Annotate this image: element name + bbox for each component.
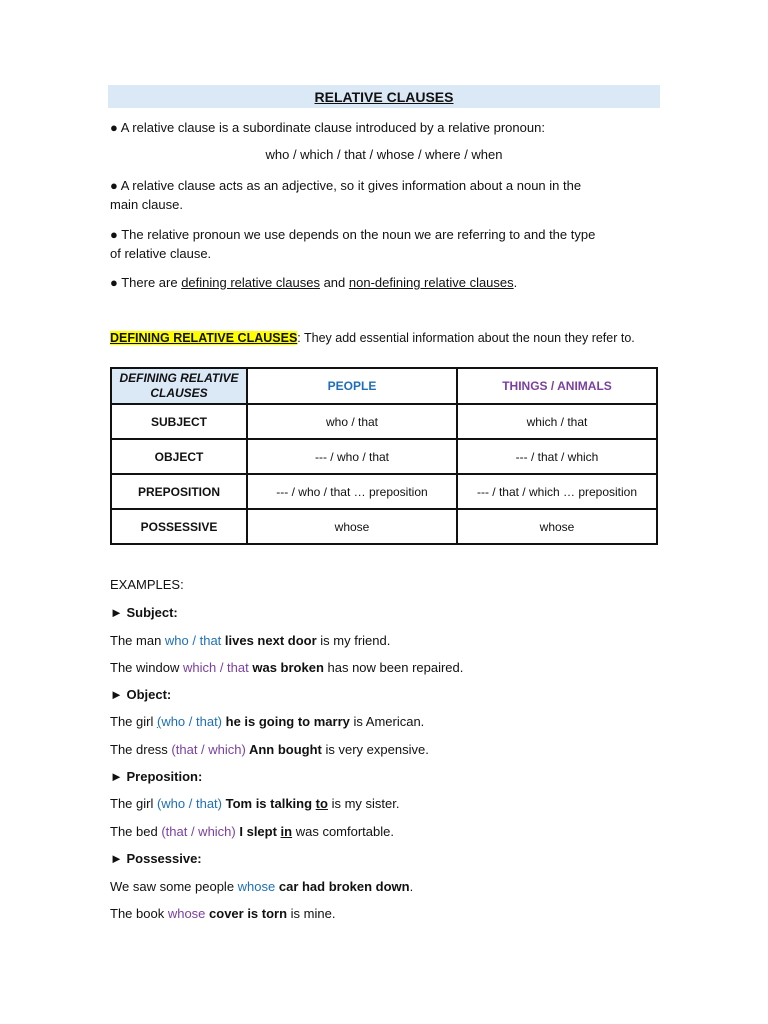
- table-corner-cell: [111, 368, 247, 404]
- table-header-row: [111, 368, 657, 404]
- preposition-word: to: [315, 796, 328, 811]
- pronoun: (that / which): [161, 824, 236, 839]
- clause: Tom is talking: [222, 796, 316, 811]
- table-row: [111, 474, 657, 509]
- things-cell: whose: [457, 509, 657, 544]
- clause: lives next door: [221, 633, 317, 648]
- defining-clauses-link: defining relative clauses: [181, 275, 320, 290]
- intro-bullet-3: [110, 225, 595, 263]
- example-text: The book: [110, 906, 168, 921]
- table-row: [111, 404, 657, 439]
- example-subject-1: [110, 633, 390, 648]
- pronoun: who / that: [164, 633, 222, 648]
- example-text: is very expensive.: [321, 742, 429, 757]
- clause: Ann bought: [245, 742, 322, 757]
- subject-label: ► Subject:: [110, 605, 178, 620]
- row-label: OBJECT: [111, 439, 247, 474]
- example-text: The dress: [110, 742, 172, 757]
- things-cell: which / that: [457, 404, 657, 439]
- example-preposition-1: [110, 796, 399, 811]
- intro-bullet-2-line-2: main clause.: [110, 197, 183, 212]
- non-defining-clauses-link: non-defining relative clauses: [348, 275, 514, 290]
- defining-description: : They add essential information about the noun they refer to.: [297, 331, 635, 345]
- intro-bullet-2-line-1: ● A relative clause acts as an adjective, so it gives information about a noun in the: [110, 178, 582, 193]
- example-object-1: [110, 714, 424, 729]
- row-label: SUBJECT: [111, 404, 247, 439]
- pronoun: whose: [237, 879, 276, 894]
- pronoun: (that / which): [171, 742, 246, 757]
- people-cell: who / that: [247, 404, 457, 439]
- example-text: The girl: [110, 714, 157, 729]
- example-possessive-2: [110, 906, 335, 921]
- things-cell: --- / that / which: [457, 439, 657, 474]
- clause: was broken: [248, 660, 324, 675]
- page-title: RELATIVE CLAUSES: [314, 88, 454, 105]
- bullet-4-end: .: [513, 275, 518, 290]
- example-possessive-1: [110, 879, 413, 894]
- clause: he is going to marry: [222, 714, 350, 729]
- example-text: .: [409, 879, 414, 894]
- object-label: ► Object:: [110, 687, 172, 702]
- example-text: The girl: [110, 796, 157, 811]
- corner-line-1: DEFINING RELATIVE: [119, 371, 239, 385]
- corner-line-2: CLAUSES: [150, 386, 208, 400]
- pronoun-open-paren: (: [156, 714, 162, 729]
- title-banner: [108, 85, 660, 108]
- possessive-label: ► Possessive:: [110, 851, 202, 866]
- table-row: [111, 439, 657, 474]
- example-text: The window: [110, 660, 183, 675]
- defining-label: DEFINING RELATIVE CLAUSES: [110, 331, 298, 345]
- things-header: THINGS / ANIMALS: [457, 368, 657, 404]
- people-cell: whose: [247, 509, 457, 544]
- intro-bullet-1: ● A relative clause is a subordinate clause introduced by a relative pronoun:: [110, 120, 545, 135]
- clause: cover is torn: [205, 906, 288, 921]
- pronoun: who / that): [161, 714, 223, 729]
- example-subject-2: [110, 660, 463, 675]
- bullet-4-prefix: ● There are: [110, 275, 182, 290]
- example-text: The bed: [110, 824, 162, 839]
- example-text: was comfortable.: [292, 824, 394, 839]
- people-cell: --- / who / that: [247, 439, 457, 474]
- example-text: is American.: [349, 714, 425, 729]
- example-preposition-2: [110, 824, 394, 839]
- bullet-4-mid: and: [319, 275, 349, 290]
- intro-bullet-3-line-2: of relative clause.: [110, 246, 212, 261]
- preposition-label: ► Preposition:: [110, 769, 203, 784]
- example-text: is my friend.: [316, 633, 391, 648]
- example-text: is mine.: [287, 906, 336, 921]
- example-text: The man: [110, 633, 165, 648]
- row-label: PREPOSITION: [111, 474, 247, 509]
- intro-bullet-3-line-1: ● The relative pronoun we use depends on the noun we are referring to and the type: [110, 227, 596, 242]
- pronoun: which / that: [182, 660, 249, 675]
- pronoun: (who / that): [156, 796, 222, 811]
- pronoun-list: who / which / that / whose / where / when: [265, 147, 503, 162]
- clause: car had broken down: [275, 879, 410, 894]
- table-row: [111, 509, 657, 544]
- example-text: has now been repaired.: [323, 660, 464, 675]
- clause: I slept: [235, 824, 281, 839]
- examples-heading: EXAMPLES:: [110, 577, 184, 592]
- people-header: PEOPLE: [247, 368, 457, 404]
- things-cell: --- / that / which … preposition: [457, 474, 657, 509]
- row-label: POSSESSIVE: [111, 509, 247, 544]
- people-cell: --- / who / that … preposition: [247, 474, 457, 509]
- example-text: We saw some people: [110, 879, 238, 894]
- defining-heading: [110, 331, 635, 345]
- intro-bullet-2: [110, 176, 581, 214]
- pronoun: whose: [167, 906, 206, 921]
- example-text: is my sister.: [327, 796, 400, 811]
- relative-pronoun-table: [110, 367, 658, 545]
- preposition-word: in: [280, 824, 293, 839]
- intro-bullet-4: [110, 273, 517, 292]
- example-object-2: [110, 742, 429, 757]
